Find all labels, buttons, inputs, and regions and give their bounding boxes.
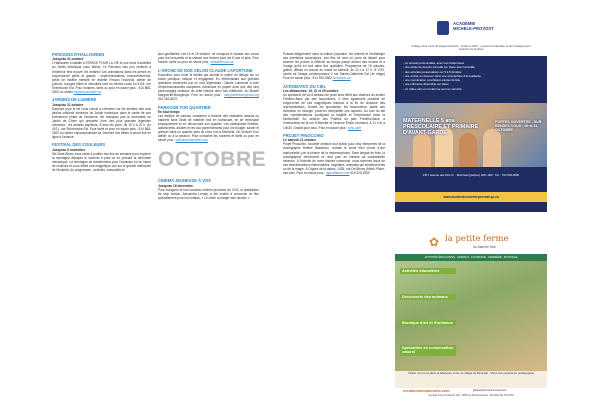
article-link[interactable]: skisaintbruno.ca [210, 60, 234, 65]
farm-feature-label: Activités éducatives [400, 268, 456, 274]
article-date: En tout temps [158, 110, 180, 115]
farm-footer-text: Visitez nos cours dans la fabuleuse ferme du village de Montréal · Vivez une expérience pédagogique [408, 371, 534, 375]
school-name-line2: MICHÈLE-PROVOST [453, 25, 494, 31]
school-feature: • une entrée en douceur dans une atmosphère d'accueillante [403, 74, 543, 78]
school-crest-icon [437, 21, 449, 35]
article-body [283, 52, 385, 80]
article-parkour [158, 105, 259, 143]
article-text: Les ateliers de parkour consistent à franchir des obstacles urbains ou naturels sans l'aide de matériel tout en s'amusant, en se renforçant physiquement et en découvrant son quartier. Les participants Enfants, adolescents, adultes et les duo parent/enfants pour ont bouger, sauter et grimper dans un quartier près de chez eux à Montréal. On s'inscrit à un atelier ou à la session. Pour connaître les horaires et tarifs ou pour en savoir plus : [158, 114, 259, 143]
article-body [283, 93, 385, 129]
article-date: Jusqu'au 31 octobre [52, 57, 84, 62]
article-date: Le samedi 21 octobre [283, 138, 317, 143]
farm-activities-stripe: ACTIVITÉS ÉDUCATIVES · ANIMAUX · FOURRAGE · FERMIÈRE · BOUTIQUE [395, 254, 547, 261]
article-link[interactable]: espacepourlavie.ca [73, 89, 101, 94]
article-date: Jusqu'au 16 décembre [158, 183, 193, 188]
farm-advertisement[interactable] [395, 232, 547, 399]
school-feature: • un accueil personnalisé, avec tout d'abonnées [403, 61, 543, 65]
article-continued [283, 52, 385, 80]
article-festival-couleurs [52, 142, 151, 172]
article-body: Ski Saint-Bruno vous invite à profiter des fins de semaine pour explorer la montagne Attrapez le sommet à pied ou en prenant la remontée mécanique. La montagne se transformera pour l'occasion en un havre de couleurs et vous offrira une magnifique vue sur la grande métropole de Montréal. Au programme : activités, mascottes et [52, 151, 151, 173]
farm-instagram-handle[interactable]: @lapetitefermedumoutonnoir [473, 389, 507, 392]
article-continued [158, 52, 259, 64]
school-website-link[interactable]: www.academiemicheleprovost.qc.ca [395, 192, 547, 202]
month-heading: OCTOBRE [158, 148, 267, 172]
school-tagline: Collège privé mixte de langue française · fondé en 1997 · menant à l'éducation et de l'enseignement supérieur du Québec [411, 45, 531, 52]
school-name [453, 22, 494, 31]
article-date: Jusqu'au 5 novembre [52, 147, 86, 152]
farm-feature-label: Boutique d'art et d'animaux [400, 320, 456, 326]
flower-icon: ✿ [429, 235, 440, 249]
article-cinema-vox [158, 178, 259, 200]
farm-bottom-bar [395, 388, 547, 399]
article-phone: 514 282-8670 [158, 97, 178, 102]
article-text: Exposition pour toute la famille qui aborde le mythe du déluge sur un mode poétique, ludique et engageant. En réfléchissant aux grandes questions soulevées par ce récit légendaire, Claude Lafortune a créé d'impressionnantes sculptures d'animaux en papier ainsi que des cinq personnages centraux de cette histoire deux fois millénaire. Au Musée Marguerite-Bourgeoys. Pour en savoir plus : [158, 72, 259, 98]
article-text: jeux gonflables! Les 14 et 15 octobre, ne manquez le chasse aux cocos pour les tout-petits et la chasse aux trésors pour les 6 ans et plus. Pour horaire, tarifs ou pour en savoir plus : [158, 52, 259, 65]
farm-website-link[interactable]: creationsmoutonnoir.com [403, 389, 450, 393]
article-title: JARDINS DE LUMIÈRE [52, 97, 97, 103]
article-text: Un spectacle de vol d'oiseaux de proie sera offert aux visiteurs du sentier Frédéric-Back par des fauconniers. Il sera également possible de s'approcher de ces magnifiques oiseaux à la fin de chacune des représentations. Durant les spectacles, les fauconniers, ayant une formation en biologie, pourront démystifier ces rapaces. Au coin du fait des représentations soulignant la fragilité et l'importance dans la biodiversité. Au secteur des Prairies du parc Frédéric-Back, à l'intersection de la rue D'Iberville et l'avenue Émile-Journault. À 11 h et à 13h30. Gratuit pour tous. Pour en savoir plus : [283, 93, 385, 130]
article-text: L'Halloween s'installe à ESPACE POUR LA VIE et une foule d'activités au Jardin botanique vous attend. Le Parcours des peu sentiers à l'extérieur fera trouver les enfants! Les animations dans les serres en surprendront petits et grands : expérimentations, ensorcellements, pièce de théâtre mettant en vedette Frisson l'écureuil, atelier de potions, courges folles et citrouilles sont au rendez-vous! Au 4101, rue Sherbrooke Est. Pour horaires, tarifs ou pour en savoir plus : 514 868-3000 ou visitez [52, 61, 151, 94]
article-title: CINÉMA JEUNESSE À VOX [158, 178, 211, 184]
column-1 [52, 52, 151, 175]
farm-header [395, 232, 547, 254]
school-advertisement[interactable] [395, 16, 547, 212]
school-address: 1517 avenue des Pins O. · Montréal (Québec) H3G 1B3 · Tél. : 514 934-0596 [422, 173, 520, 177]
school-name-line1: ACADÉMIE [453, 21, 476, 26]
article-projet-pinocchio [283, 133, 385, 175]
article-arche-noe [158, 68, 259, 102]
article-title: FRISSONS D'HALLOWEEN [52, 52, 105, 57]
farm-feature-label: Spécialités en conservation naturel [400, 345, 456, 356]
article-body [158, 114, 259, 142]
school-feature: • des activités parascolaires sur 5 à 6 familles [403, 70, 543, 74]
article-link[interactable]: margueritebourgeoys.org [223, 93, 260, 98]
article-phone: 514 525-1500 [350, 170, 370, 175]
article-title: FESTIVAL DES COULEURS [52, 142, 106, 148]
farm-address-line: La petite ferme du Mouton Noir · 8895 rue Sherbrooke Est · Montréal 514 379-0788 [428, 395, 514, 397]
article-body [283, 142, 385, 174]
article-title: PROJET PINOCCHIO [283, 132, 324, 138]
child-figure [413, 133, 431, 167]
article-link[interactable]: agoradanse.com [325, 170, 350, 175]
farm-title: la petite ferme [445, 234, 509, 244]
school-feature: • une coordination conciliation études famille [403, 78, 543, 82]
child-figure [459, 133, 477, 167]
article-body [158, 73, 259, 101]
school-feature: • une étude de devoirs surveillé sur place avec la famille [403, 65, 543, 69]
article-title: L'ARCHE DE NOÉ SELON CLAUDE LAFORTUNE [158, 67, 253, 73]
article-jardins-lumiere [52, 97, 151, 139]
article-halloween [52, 52, 151, 94]
article-body [52, 61, 151, 93]
article-date: Jusqu'au 31 octobre [52, 102, 84, 107]
article-date: Les dimanches, 15, 22 et 29 octobre [283, 89, 339, 94]
article-acrobates-ciel [283, 84, 385, 130]
article-title: ACROBATES DU CIEL [283, 83, 327, 89]
school-features [403, 61, 543, 91]
article-body: Pour inaugurer le tout nouveau cinéma jeunesse de VOX, la réalisatrice de stop motion, Alexandra Lemay, a été invitée à concevoir un film spécialement pour les enfants, « Le chien a mangé mes devoirs ». [158, 187, 259, 200]
school-open-house: PORTES OUVERTES : SUR RENDEZ-VOUS · 20 et 21 OCTOBRE [495, 120, 542, 133]
farm-feature-label: Découverte des animaux [400, 294, 456, 300]
article-text: Projet Pinocchio, nouvelle création tout public pour cinq interprètes de la chorégraphe Hélène Blackburn, revisite le conte bien connu d'une marionnette, par le prisme de la métamorphose. Sans langue de bois, la chorégraphie déconstruit ce récit pour en extraire sa substantielle essence. À l'échelle de notre histoire commune, nous sommes issus de ces transformations élémentaires, végétales, animales qui semblent lents ou de la magie. À l'Agora de la danse, 1435, rue De Bleury (Métro Place-des-Arts. Pour en savoir plus : [283, 142, 385, 175]
school-feature: • une infirmerie disponible sur place [403, 82, 543, 86]
farm-subtitle: du Marché Noir [473, 245, 497, 249]
article-link[interactable]: tohu.ca/fr [348, 125, 362, 130]
article-text: Puisant allègrement dans la culture populaire, les mèmes et l'esthétique des interfaces numériques, son film se veut un point de départ pour amener les jeunes à réfléchir au temps passé devant des écrans et à l'usage qu'ils en font dans leur quotidien. Programme de 15 minutes, gratuit, diffusé en boucle du mardi au samedi, de 11 h à 17 h. À VOX, centre de l'image contemporaine 2 rue Sainte-Catherine Est (4e étage) Pour en savoir plus : 514 390-0382 [283, 52, 385, 81]
column-3 [283, 52, 385, 178]
article-body [158, 52, 259, 64]
column-2 [158, 52, 267, 203]
school-slogan: MATERNELLE 5 ans PRÉSCOLAIRE ET PRIMAIRE D'AVANT-GARDE [403, 118, 479, 136]
article-title: PARKOUR TON QUARTIER [158, 104, 211, 110]
article-body: Explorez pour la vie vous convie à cheminer sur les sentiers des trois jardins culturels lumineux du Jardin botanique dans le cadre de son événement phare de l'automne. Ne manquez pas la nouveauté du Jardin de Chine qui présente l'une des plus grandes légendes chinoises : les amants papillons. À tous les jours, de 19 h à 22 h. Au 4101, rue Sherbrooke Est. Pour tarifs et pour en savoir plus : 514 868-3000 ou visitez espacepourlavie.ca. Achetez vos billets à heure fixe en ligne à l'avance. [52, 106, 151, 139]
article-link[interactable]: parkourtonquartier.com [175, 138, 208, 143]
article-link[interactable]: centrevox.ca [332, 76, 351, 81]
school-feature: • un milieu sain où l'enfant se sent en sécurité [403, 87, 543, 91]
